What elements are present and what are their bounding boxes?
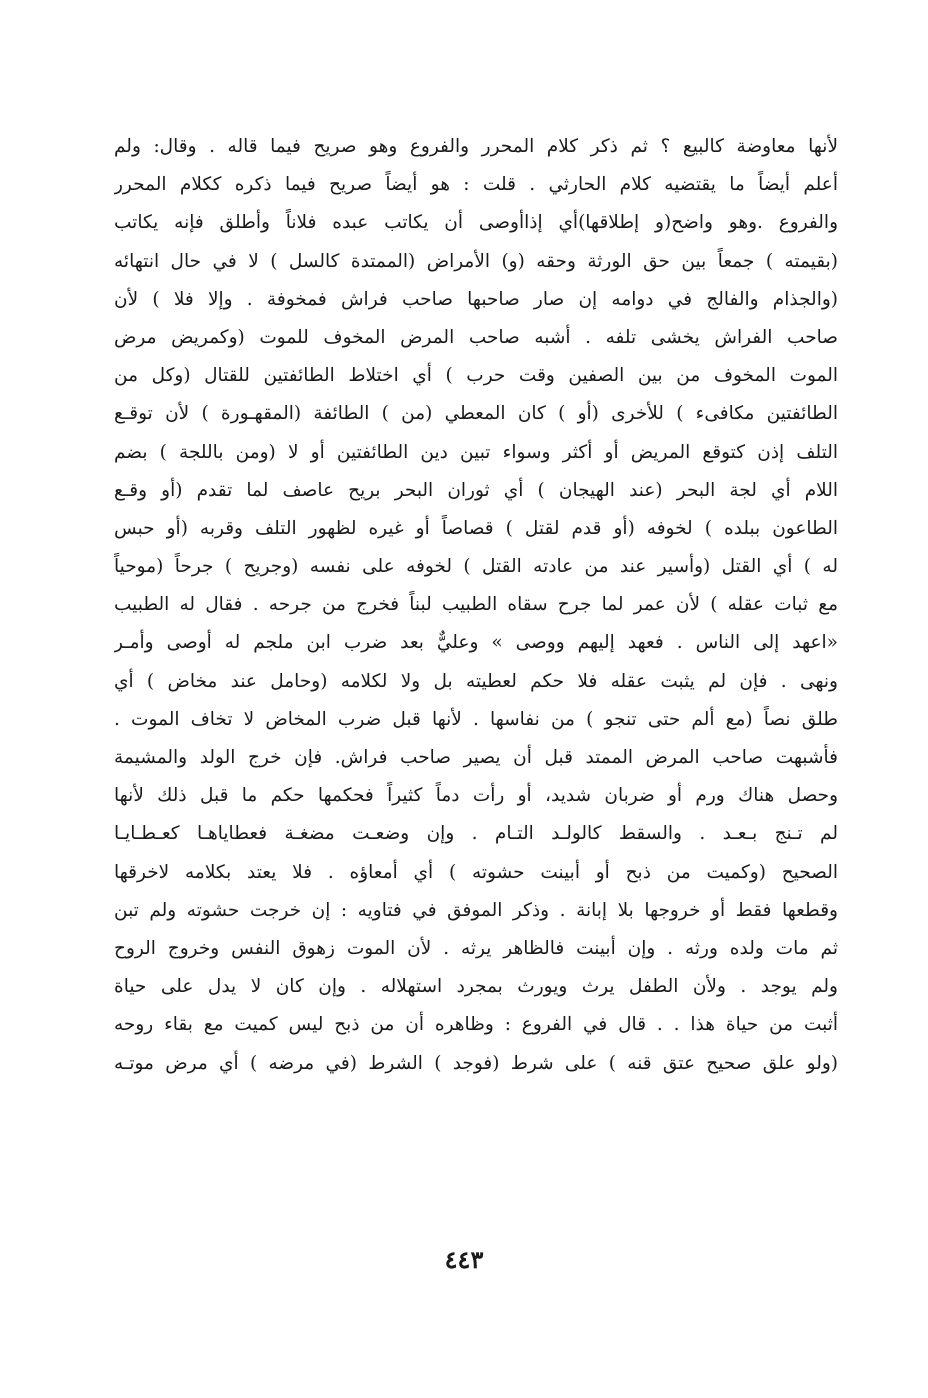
text-line: طلق نصاً (مع ألم حتى تنجو ) من نفاسها . لأنها قبل ضرب المخاض لا تخاف الموت . [114, 708, 838, 730]
text-line: أعلم أيضاً ما يقتضيه كلام الحارثي . قلت : هو أيضاً صريح فيما ذكره ككلام المحرر [114, 174, 838, 196]
text-line: الطاعون ببلده ) لخوفه (أو قدم لقتل ) قصاصاً أو غيره لظهور التلف وقربه (أو حبس [114, 517, 838, 539]
text-line: والفروع .وهو واضح(و إطلاقها)أي إذاأوصى أن يكاتب عبده فلاناً وأطلق فإنه يكاتب [114, 212, 838, 234]
text-line: (والجذام والفالج في دوامه إن صار صاحبها صاحب فراش فمخوفة . وإلا فلا ) لأن [114, 288, 838, 310]
text-line: الصحيح (وكميت من ذبح أو أبينت حشوته ) أي أمعاؤه . فلا يعتد بكلامه لاخرقها [114, 861, 838, 883]
text-line: لم تـنج بـعـد . والسقط كالولـد التـام . وإن وضعـت مضغـة فعطاياهـا كعـطـايـا [114, 823, 838, 845]
text-line: أثبت من حياة هذا . . قال في الفروع : وظاهره أن من ذبح ليس كميت مع بقاء روحه [114, 1014, 838, 1036]
text-line: ونهى . فإن لم يثبت عقله فلا حكم لعطيته بل ولا لكلامه (وحامل عند مخاض ) أي [114, 670, 838, 692]
page-number: ٤٤٣ [444, 1245, 484, 1274]
text-line: (ولو علق صحيح عتق قنه ) على شرط (فوجد ) الشرط (في مرضه ) أي مرض موتـه [114, 1052, 838, 1074]
text-line: له ) أي القتل (وأسير عند من عادته القتل ) لخوفه على نفسه (وجريح ) جرحاً (موحياً [114, 556, 838, 578]
text-line: مع ثبات عقله ) لأن عمر لما جرح سقاه الطبيب لبناً فخرج من جرحه . فقال له الطبيب [114, 594, 838, 616]
text-line: (بقيمته ) جمعاً بين حق الورثة وحقه (و) الأمراض (الممتدة كالسل ) لا في حال انتهائه [114, 250, 838, 272]
text-line: فأشبهت صاحب المرض الممتد قبل أن يصير صاحب فراش. فإن خرج الولد والمشيمة [114, 747, 838, 768]
text-line: الطائفتين مكافىء ) للأخرى (أو ) كان المعطي (من ) الطائفة (المقهـورة ) لأن توقـع [114, 403, 838, 425]
text-line: ولم يوجد . ولأن الطفل يرث ويورث بمجرد استهلاله . وإن كان لا يدل على حياة [114, 976, 838, 998]
text-line: ثم مات ولده ورثه . وإن أبينت فالظاهر يرثه . لأن الموت زهوق النفس وخروج الروح [114, 937, 838, 959]
body-text [114, 128, 838, 1083]
text-line: التلف إذن كتوقع المريض أو أكثر وسواء تبين دين الطائفتين أو لا (ومن باللجة ) بضم [114, 441, 838, 463]
text-line: وقطعها فقط أو خروجها بلا إبانة . وذكر الموفق في فتاويه : إن خرجت حشوته ولم تبن [114, 899, 838, 921]
text-line: لأنها معاوضة كالبيع ؟ ثم ذكر كلام المحرر والفروع وهو صريح فيما قاله . وقال: ولم [114, 136, 838, 157]
text-line: وحصل هناك ورم أو ضربان شديد، أو رأت دماً كثيراً فحكمها حكم ما قبل ذلك لأنها [114, 785, 838, 807]
text-line: «اعهد إلى الناس . فعهد إليهم ووصى » وعليٌّ بعد ضرب ابن ملجم له أوصى وأمـر [114, 632, 838, 654]
text-line: اللام أي لجة البحر (عند الهيجان ) أي ثوران البحر بريح عاصف لما تقدم (أو وقـع [114, 479, 838, 501]
text-line: صاحب الفراش يخشى تلفه . أشبه صاحب المرض المخوف للموت (وكمريض مرض [114, 326, 838, 348]
text-line: الموت المخوف من بين الصفين وقت حرب ) أي اختلاط الطائفتين للقتال (وكل من [114, 365, 838, 387]
